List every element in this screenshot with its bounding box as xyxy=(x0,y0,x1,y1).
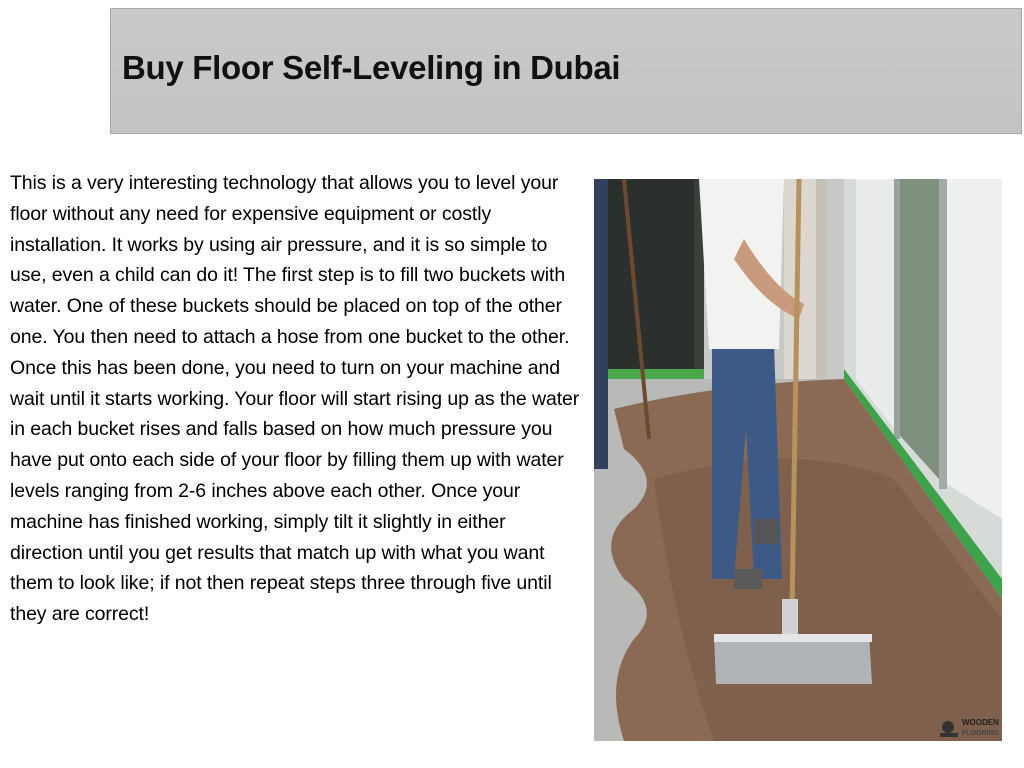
page-title: Buy Floor Self-Leveling in Dubai xyxy=(122,49,621,86)
title-bar xyxy=(110,8,1022,134)
floor-leveling-photo xyxy=(594,179,1002,741)
body-paragraph: This is a very interesting technology that allows you to level your floor without any need for expensive equipment or costly installation. It works by using air pressure, and it is so simple to use, even a child can do it! The first step is to fill two buckets with water. One of these buckets should be placed on top of the other one. You then need to attach a hose from one bucket to the other. Once this has been done, you need to turn on your machine and wait until it starts working. Your floor will start rising up as the water in each bucket rises and falls based on how much pressure you have put onto each side of your floor by filling them up with water levels ranging from 2-6 inches above each other. Once your machine has finished working, simply tilt it slightly in either direction until you get results that match up with what you want them to look like; if not then repeat steps three through five until they are correct! xyxy=(10,172,580,626)
watermark-line2: FLOORING xyxy=(962,730,999,737)
watermark-line1: WOODEN xyxy=(962,718,999,727)
